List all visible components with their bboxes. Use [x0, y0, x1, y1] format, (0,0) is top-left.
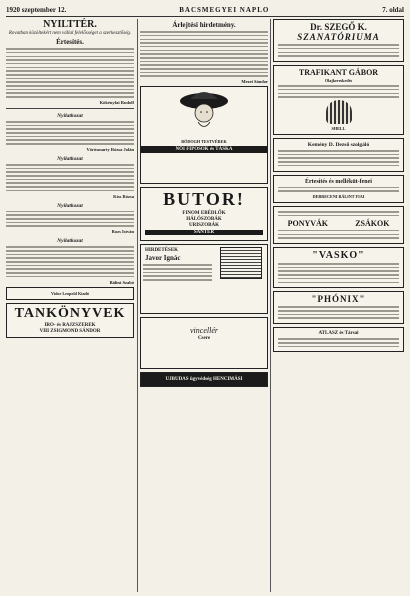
signature: Mezei Sándor — [241, 79, 268, 85]
column-rule — [270, 19, 271, 592]
text-block — [6, 164, 134, 191]
nyiltter-title: NYILTTÉR. — [43, 19, 97, 30]
section-heading: Nyilatkozat — [57, 238, 83, 245]
ad-zsakok: PONYVÁK ZSÁKOK — [273, 206, 404, 244]
section-heading: Nyilatkozat — [57, 112, 83, 119]
text-block — [140, 31, 268, 77]
ad-hirdetes: HIRDETÉSEK Javor Ignác — [140, 244, 268, 314]
signature: Rozs István — [111, 229, 134, 235]
column-middle — [140, 19, 268, 592]
notice-title: Értesítés. — [56, 38, 84, 46]
masthead: BACSMEGYEI NAPLO — [179, 6, 270, 14]
ad-trafik: TRAFIKANT GÁBOR Olajkereskedés SHELL — [273, 65, 404, 135]
ad-phonix: "PHÓNIX" — [273, 291, 404, 324]
ad-butor: BUTOR! FINOM EBÉDLŐK HÁLÓSZOBÁK URISZOBÁK SANTER — [140, 187, 268, 241]
page-header — [6, 4, 404, 17]
ad-kemeny: Kemény D. Dezső szolgáló — [273, 138, 404, 172]
ad-vincellér: vincellér Csere — [140, 317, 268, 369]
nyiltter-subtitle: Rovatban közöltekért nem vállal felelősséget a szerkesztőség. — [8, 31, 132, 36]
ad-atlasz: ATLASZ és Társai — [273, 327, 404, 352]
column-rule — [137, 19, 138, 592]
tankonyvek-title: TANKÖNYVEK — [14, 305, 126, 321]
ad-vasko: "VASKO" — [273, 247, 404, 288]
section-heading: Nyilatkozat — [57, 155, 83, 162]
column-left — [6, 19, 134, 592]
signature: Kiss Rózsa — [113, 193, 134, 199]
notice-title: Árlejtési hirdetmény. — [172, 21, 236, 29]
ad-bottom: UJBUDAS ügyvédség HENCIMÁSI — [140, 372, 268, 387]
butor-title: BUTOR! — [163, 189, 245, 210]
text-block — [6, 246, 134, 277]
section-heading: Nyilatkozat — [57, 202, 83, 209]
woman-hat-illustration — [176, 89, 232, 131]
ad-ertesites: Értesítés és melléküt-fenei DEBRECENI BÁLINT FIAI — [273, 175, 404, 204]
signature: Bálint Szabó — [109, 279, 134, 285]
page-number: 7. oldal — [382, 6, 404, 14]
ad-szego: Dr. SZEGŐ K. SZANATÓRIUMA — [273, 19, 404, 62]
ad-hats: BÓDOGH TESTVÉREK NŐI FIPOSOK és TÁSKA — [140, 86, 268, 184]
shell-logo-icon — [326, 100, 352, 124]
column-right — [273, 19, 404, 592]
product-box-illustration — [220, 247, 262, 279]
text-block — [6, 121, 134, 145]
text-block — [6, 48, 134, 97]
signature: Kökényfai Rudolf — [99, 99, 134, 105]
signature: Vörösmarty Rózsa Jolán — [86, 146, 134, 152]
ad-tankonyvek: TANKÖNYVEK IRO- és RAJZSZEREK VIII ZSIGMOND SÁNDOR — [6, 303, 134, 338]
ad-book: Vidor Leopold Kiadó — [6, 287, 134, 300]
text-block — [6, 211, 134, 227]
issue-date: 1920 szeptember 12. — [6, 6, 67, 14]
